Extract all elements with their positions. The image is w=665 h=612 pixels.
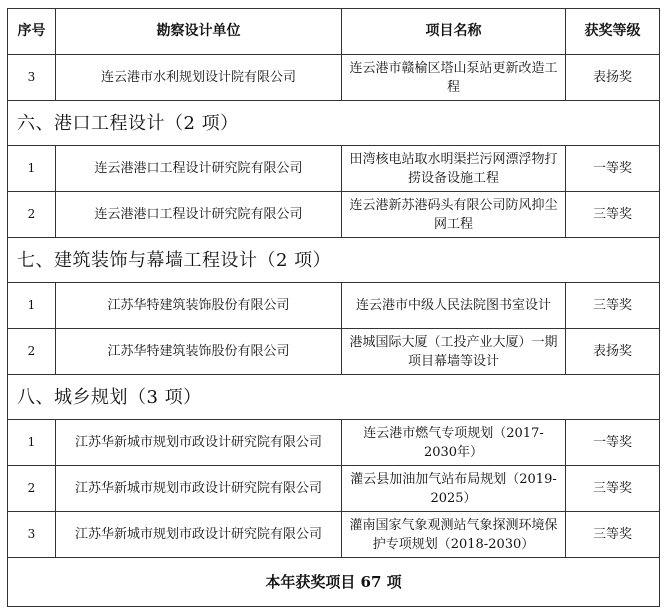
row-project: 连云港市赣榆区塔山泵站更新改造工程 (342, 55, 566, 101)
total-row (8, 558, 660, 607)
row-project: 连云港市中级人民法院图书室设计 (342, 283, 566, 329)
table-row (8, 192, 660, 238)
row-project: 灌云县加油加气站布局规划（2019-2025） (342, 466, 566, 512)
row-grade: 三等奖 (566, 512, 660, 558)
row-grade: 三等奖 (566, 283, 660, 329)
row-no: 2 (8, 329, 56, 375)
row-grade: 表扬奖 (566, 329, 660, 375)
section-title: 七、建筑装饰与幕墙工程设计（2 项） (8, 238, 660, 283)
row-no: 1 (8, 146, 56, 192)
row-grade: 一等奖 (566, 420, 660, 466)
row-no: 1 (8, 420, 56, 466)
row-grade: 三等奖 (566, 192, 660, 238)
row-project: 连云港市燃气专项规划（2017-2030年） (342, 420, 566, 466)
row-no: 2 (8, 192, 56, 238)
table-header-row (8, 9, 660, 55)
row-project: 连云港新苏港码头有限公司防风抑尘网工程 (342, 192, 566, 238)
row-grade: 表扬奖 (566, 55, 660, 101)
table-row (8, 420, 660, 466)
table-row (8, 466, 660, 512)
row-grade: 一等奖 (566, 146, 660, 192)
row-no: 1 (8, 283, 56, 329)
row-unit: 江苏华新城市规划市政设计研究院有限公司 (56, 512, 342, 558)
awards-table (7, 8, 660, 607)
row-no: 3 (8, 55, 56, 101)
header-unit: 勘察设计单位 (56, 9, 342, 55)
header-project: 项目名称 (342, 9, 566, 55)
row-no: 2 (8, 466, 56, 512)
row-project: 田湾核电站取水明渠拦污网漂浮物打捞设备设施工程 (342, 146, 566, 192)
table-row (8, 283, 660, 329)
table-row (8, 146, 660, 192)
row-grade: 三等奖 (566, 466, 660, 512)
table-row (8, 329, 660, 375)
row-unit: 江苏华特建筑装饰股份有限公司 (56, 329, 342, 375)
total-summary: 本年获奖项目 67 项 (8, 558, 660, 607)
row-unit: 连云港市水利规划设计院有限公司 (56, 55, 342, 101)
section-title: 六、港口工程设计（2 项） (8, 101, 660, 146)
row-unit: 江苏华新城市规划市政设计研究院有限公司 (56, 420, 342, 466)
header-grade: 获奖等级 (566, 9, 660, 55)
table-row (8, 55, 660, 101)
section-heading-row (8, 101, 660, 146)
row-unit: 连云港港口工程设计研究院有限公司 (56, 146, 342, 192)
section-title: 八、城乡规划（3 项） (8, 375, 660, 420)
row-project: 港城国际大厦（工投产业大厦）一期项目幕墙等设计 (342, 329, 566, 375)
row-unit: 江苏华新城市规划市政设计研究院有限公司 (56, 466, 342, 512)
header-no: 序号 (8, 9, 56, 55)
section-heading-row (8, 375, 660, 420)
row-project: 灌南国家气象观测站气象探测环境保护专项规划（2018-2030） (342, 512, 566, 558)
table-row (8, 512, 660, 558)
row-unit: 连云港港口工程设计研究院有限公司 (56, 192, 342, 238)
row-unit: 江苏华特建筑装饰股份有限公司 (56, 283, 342, 329)
row-no: 3 (8, 512, 56, 558)
section-heading-row (8, 238, 660, 283)
